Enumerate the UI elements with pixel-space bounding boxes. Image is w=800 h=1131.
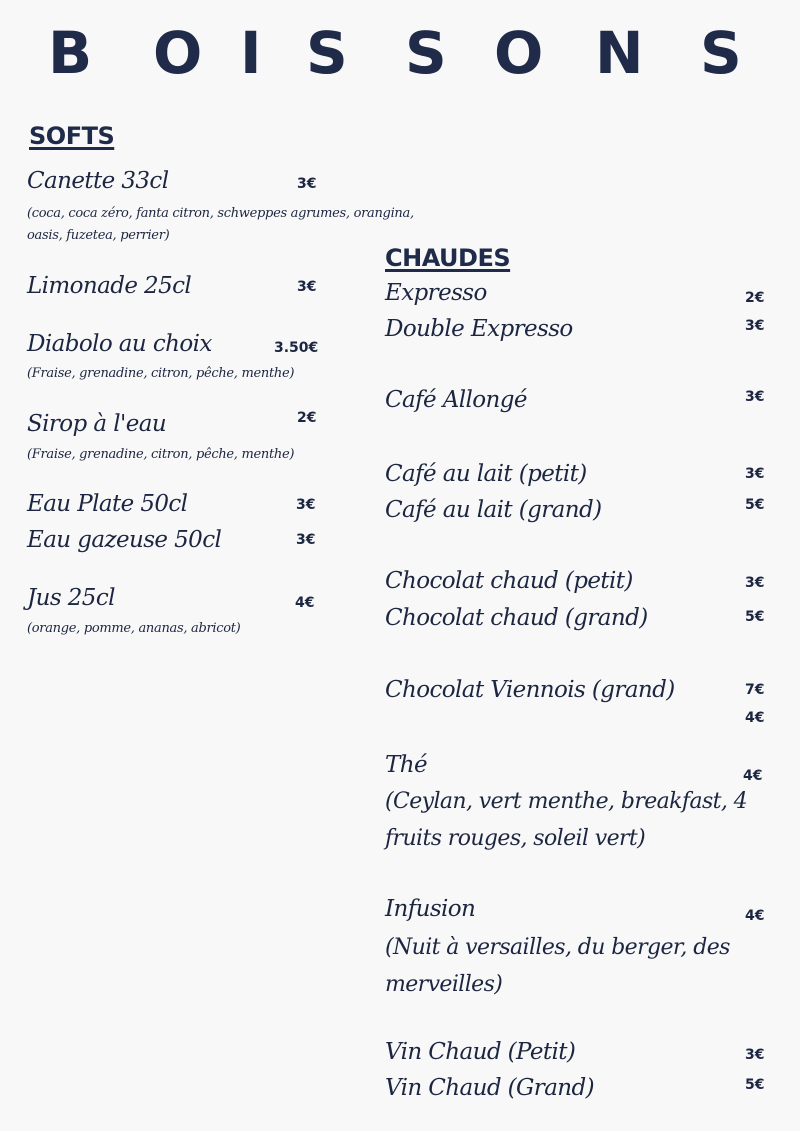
item-price: 2€ xyxy=(745,290,765,306)
item-name: Café Allongé xyxy=(385,387,527,413)
item-desc: (Fraise, grenadine, citron, pêche, menthe) xyxy=(27,366,295,381)
item-desc: oasis, fuzetea, perrier) xyxy=(27,228,170,243)
item-price: 4€ xyxy=(295,595,315,611)
item-desc: (orange, pomme, ananas, abricot) xyxy=(27,621,241,636)
item-desc: (Ceylan, vert menthe, breakfast, 4 fruits rouges, soleil vert) xyxy=(385,789,748,851)
item-name: Café au lait (grand) xyxy=(385,497,602,523)
item-desc: (coca, coca zéro, fanta citron, schweppes agrumes, orangina, xyxy=(27,206,414,221)
item-name: Eau Plate 50cl xyxy=(27,491,188,517)
item-price: 7€ xyxy=(745,682,765,698)
item-price: 4€ xyxy=(745,710,765,726)
item-name: Jus 25cl xyxy=(27,585,115,611)
item-price: 3€ xyxy=(745,389,765,405)
item-name: Canette 33cl xyxy=(27,168,169,194)
item-name: Double Expresso xyxy=(385,316,573,342)
item-price: 3€ xyxy=(297,176,317,192)
title-letter: I xyxy=(240,19,262,87)
item-desc: (Nuit à versailles, du berger, des merveilles) xyxy=(385,935,730,997)
item-price: 3€ xyxy=(745,318,765,334)
item-name: Chocolat chaud (grand) xyxy=(385,605,648,631)
item-name: Vin Chaud (Grand) xyxy=(385,1075,595,1101)
item-price: 2€ xyxy=(297,410,317,426)
title-letter: S xyxy=(306,19,348,87)
item-name: Expresso xyxy=(385,280,487,306)
item-price: 5€ xyxy=(745,609,765,625)
item-price: 3€ xyxy=(296,497,316,513)
title-letter: O xyxy=(153,19,203,87)
item-price: 3€ xyxy=(745,1047,765,1063)
item-name: Vin Chaud (Petit) xyxy=(385,1039,576,1065)
item-name: Sirop à l'eau xyxy=(27,411,167,437)
title-letter: S xyxy=(405,19,447,87)
softs-heading: SOFTS xyxy=(29,122,115,150)
page-title xyxy=(0,18,800,88)
item-name: Limonade 25cl xyxy=(27,273,192,299)
item-price: 3€ xyxy=(296,532,316,548)
item-price: 5€ xyxy=(745,497,765,513)
title-letter: N xyxy=(595,19,644,87)
title-letter: O xyxy=(494,19,544,87)
item-desc: (Fraise, grenadine, citron, pêche, menthe) xyxy=(27,447,295,462)
title-letter: S xyxy=(700,19,742,87)
item-name: Eau gazeuse 50cl xyxy=(27,527,222,553)
item-name: Chocolat chaud (petit) xyxy=(385,568,633,594)
item-price: 4€ xyxy=(743,768,763,784)
item-name: Chocolat Viennois (grand) xyxy=(385,677,675,703)
item-price: 3€ xyxy=(745,575,765,591)
item-price: 3€ xyxy=(297,279,317,295)
item-price: 4€ xyxy=(745,908,765,924)
item-price: 3.50€ xyxy=(274,340,319,356)
item-price: 5€ xyxy=(745,1077,765,1093)
item-price: 3€ xyxy=(745,466,765,482)
item-name: Café au lait (petit) xyxy=(385,461,587,487)
item-name: Diabolo au choix xyxy=(27,331,212,357)
item-name: Infusion xyxy=(385,896,476,922)
chaudes-heading: CHAUDES xyxy=(385,244,511,272)
title-letter: B xyxy=(48,19,93,87)
item-name: Thé xyxy=(385,752,427,778)
